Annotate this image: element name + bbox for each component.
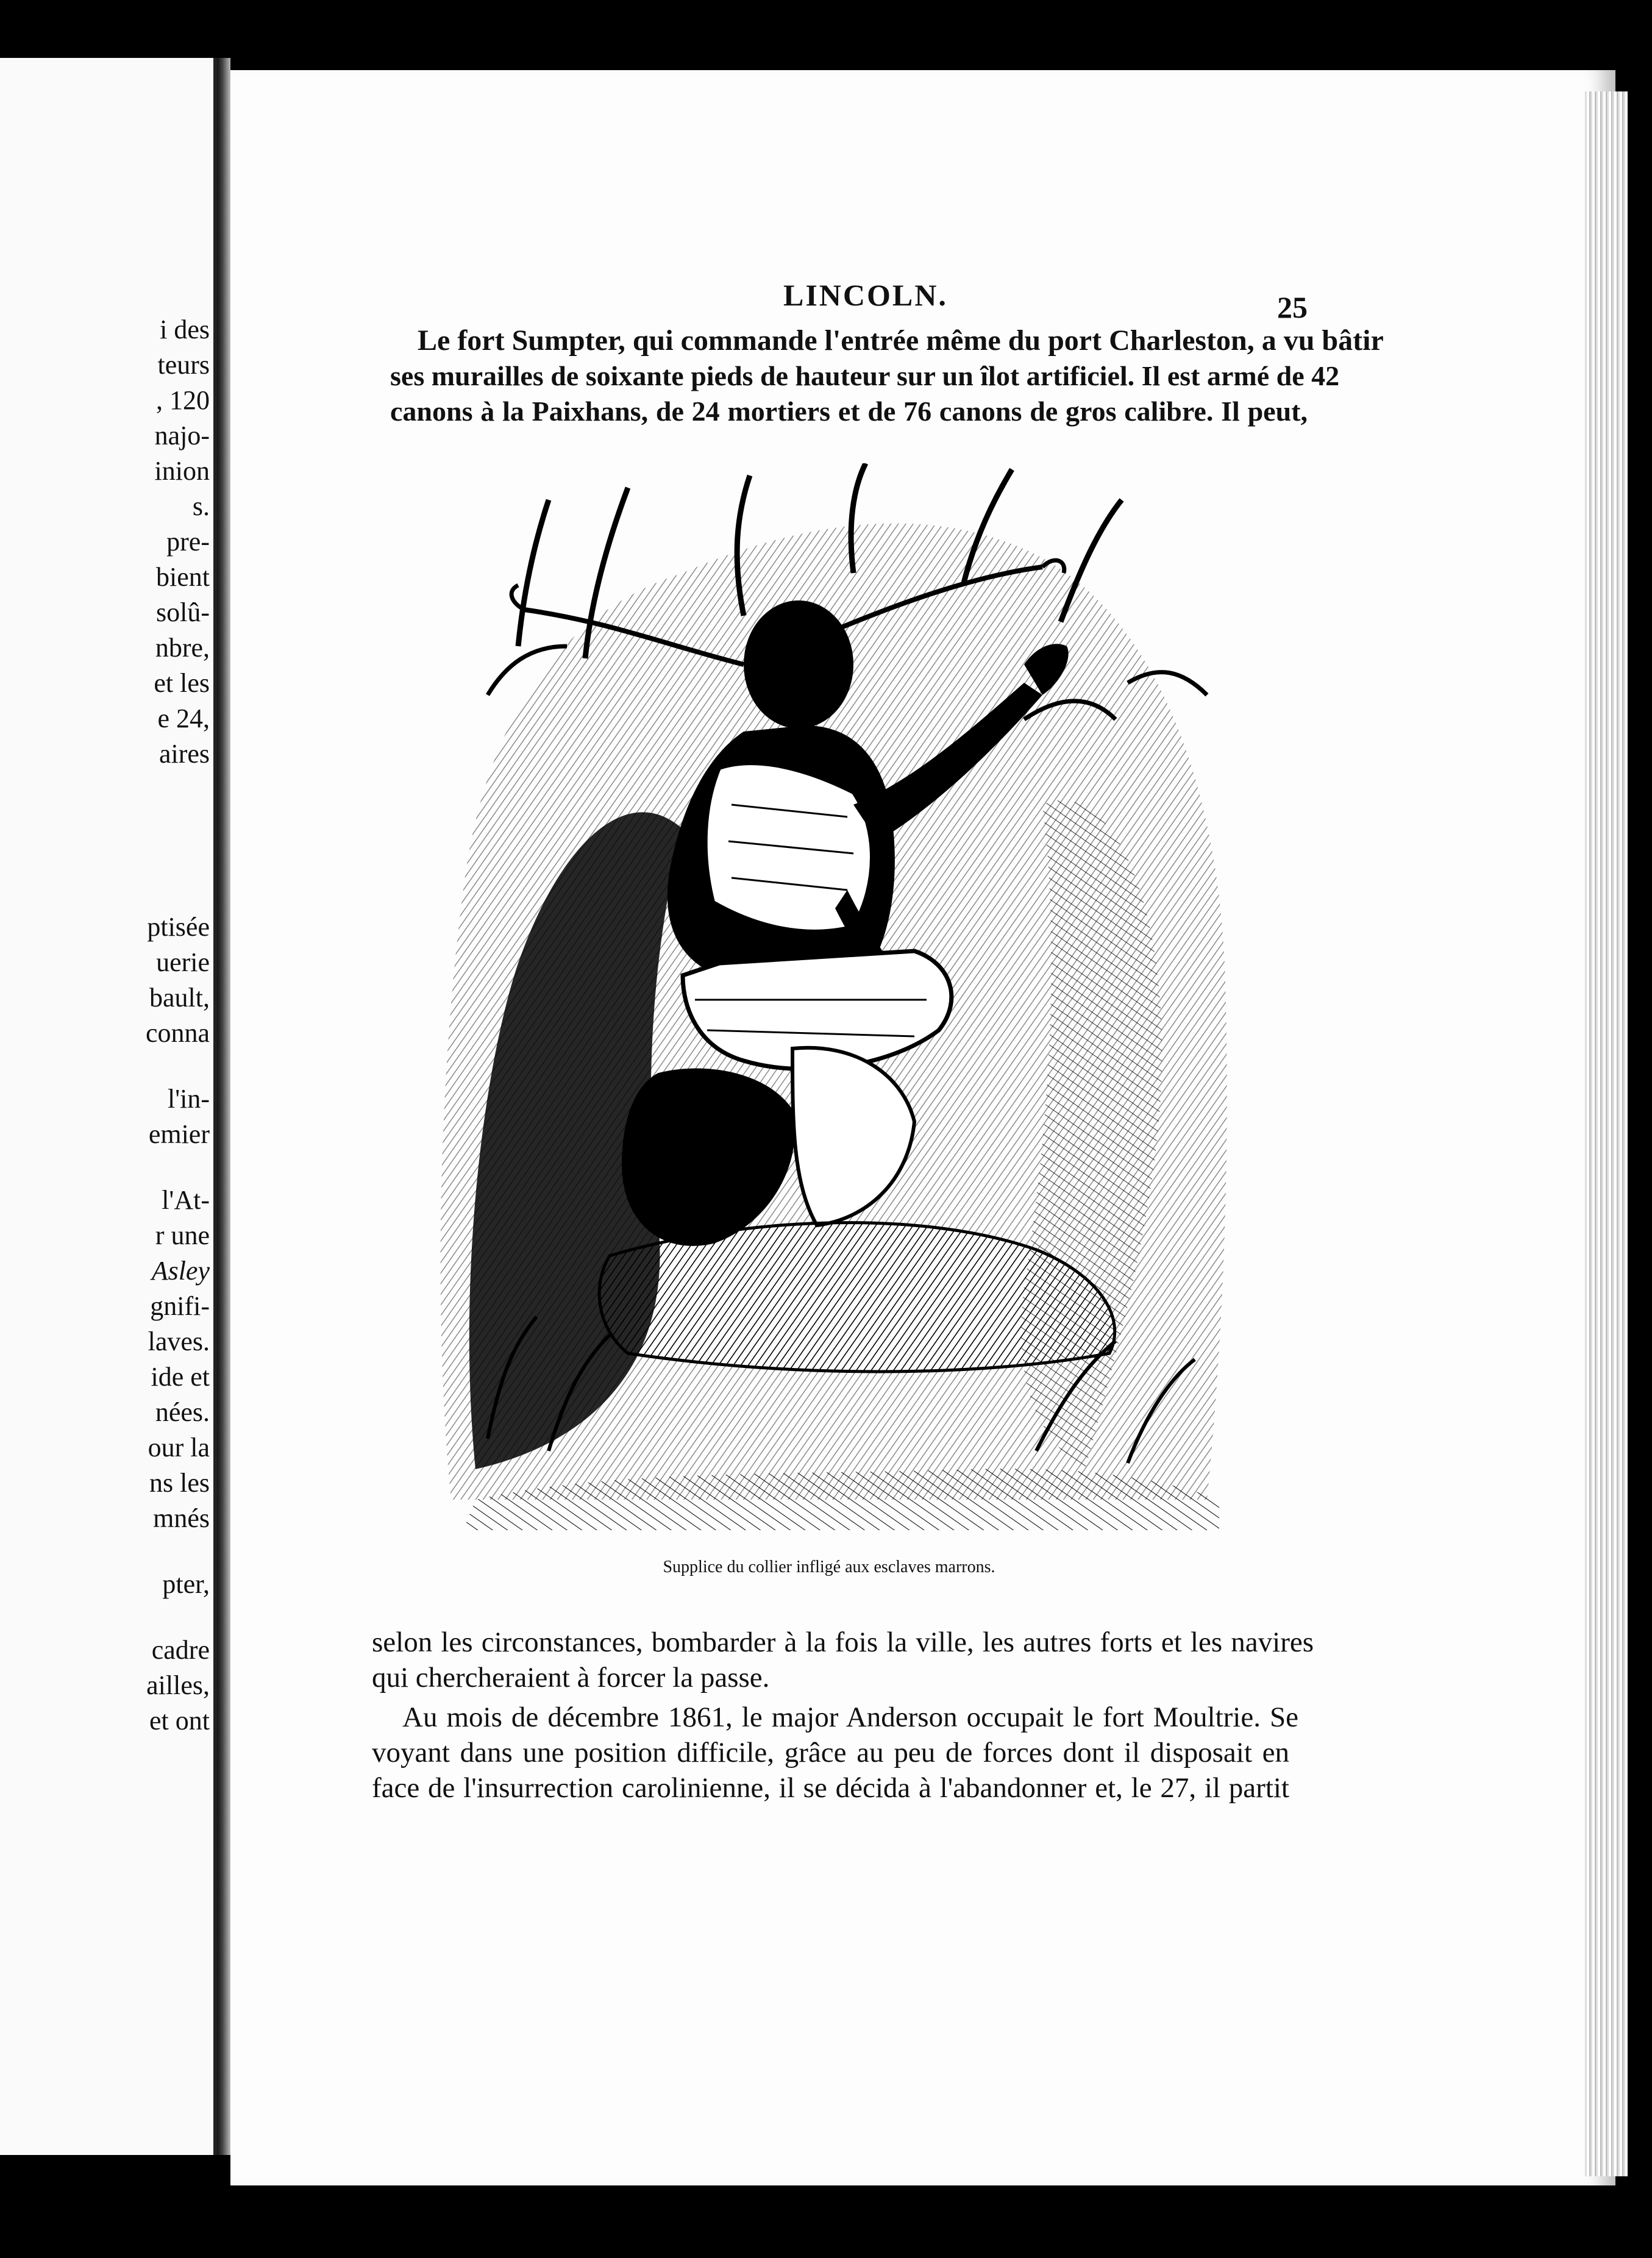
left-page: [0, 58, 217, 2155]
left-text-line: ns les: [149, 1468, 210, 1498]
paragraph-line: Au mois de décembre 1861, le major Anderson occupait le fort Moultrie. Se: [402, 1701, 1298, 1733]
left-text-line: emier: [148, 1119, 210, 1149]
left-text-line: e 24,: [157, 703, 210, 733]
left-text-line: gnifi-: [150, 1291, 210, 1321]
left-text-line: l'At-: [162, 1185, 210, 1215]
left-text-line: ide et: [151, 1362, 210, 1392]
left-text-line: conna: [145, 1018, 210, 1048]
paragraph-line: selon les circonstances, bombarder à la fois la ville, les autres forts et les navires: [372, 1626, 1314, 1658]
paragraph-line: canons à la Paixhans, de 24 mortiers et de 76 canons de gros calibre. Il peut,: [390, 396, 1308, 427]
left-text-line: l'in-: [167, 1084, 210, 1114]
left-text-line: uerie: [156, 947, 210, 977]
left-text-line: solû-: [156, 597, 210, 627]
left-text-line: Asley: [151, 1256, 210, 1286]
left-text-line: teurs: [157, 350, 210, 380]
left-text-line: mnés: [153, 1503, 210, 1533]
left-text-line: ptisée: [147, 912, 210, 942]
left-text-line: laves.: [148, 1327, 210, 1356]
paragraph-line: ses murailles de soixante pieds de hauteur sur un îlot artificiel. Il est armé de 42: [390, 360, 1340, 391]
left-text-line: aires: [158, 739, 210, 769]
left-text-line: nbre,: [155, 633, 210, 663]
left-text-line: s.: [192, 491, 210, 521]
left-text-line: , 120: [156, 385, 210, 415]
left-text-line: bault,: [149, 983, 210, 1013]
left-text-line: r une: [155, 1220, 210, 1250]
running-head: LINCOLN.: [783, 278, 948, 312]
book-gutter: [217, 58, 230, 2155]
left-text-line: nées.: [155, 1397, 210, 1427]
left-text-line: bient: [156, 562, 210, 592]
left-text-line: pre-: [166, 527, 210, 557]
paragraph-line: Le fort Sumpter, qui commande l'entrée même du port Charleston, a vu bâtir: [418, 324, 1384, 357]
paragraph-line: face de l'insurrection carolinienne, il se décida à l'abandonner et, le 27, il partit: [372, 1772, 1289, 1804]
page-edges: [1585, 91, 1628, 2176]
left-text-line: cadre: [151, 1635, 210, 1665]
left-text-line: inion: [154, 456, 210, 486]
engraving-illustration: [427, 463, 1244, 1530]
left-text-line: najo-: [154, 421, 210, 451]
left-text-line: i des: [160, 315, 210, 344]
left-text-line: pter,: [162, 1569, 210, 1599]
left-text-line: et les: [154, 668, 210, 698]
paragraph-line: qui chercheraient à forcer la passe.: [372, 1662, 770, 1693]
page-number: 25: [1277, 290, 1308, 324]
left-text-line: our la: [148, 1433, 210, 1462]
illustration-caption: Supplice du collier infligé aux esclaves marrons.: [663, 1558, 995, 1576]
left-text-line: ailles,: [146, 1670, 210, 1700]
paragraph-line: voyant dans une position difficile, grâce au peu de forces dont il disposait en: [372, 1737, 1289, 1768]
left-text-line: et ont: [149, 1706, 210, 1736]
